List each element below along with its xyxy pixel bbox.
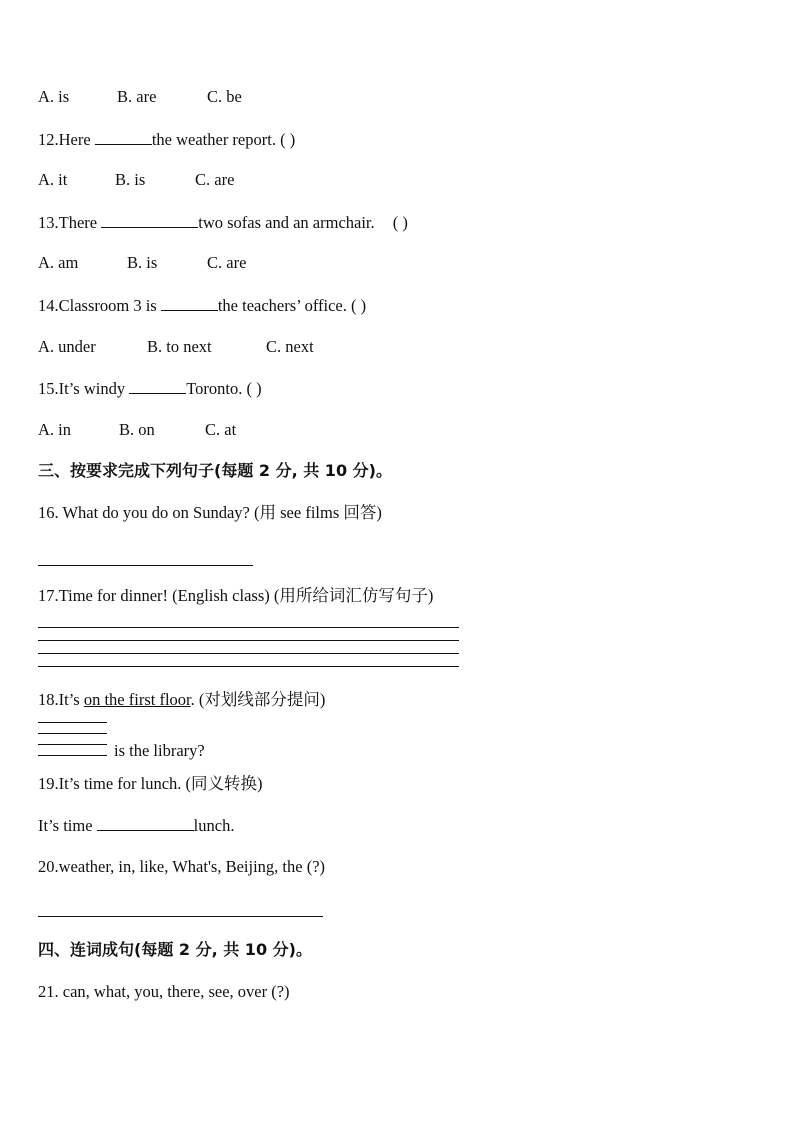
- question-text-before: Classroom 3 is: [58, 296, 157, 315]
- answer-line[interactable]: [38, 916, 323, 917]
- question-15: [38, 377, 262, 400]
- question-text-after: the weather report.: [151, 130, 276, 149]
- question-21: [38, 981, 290, 1003]
- q12-options: [38, 169, 234, 191]
- section-4-heading: 四、连词成句(每题 2 分, 共 10 分)。: [38, 940, 312, 959]
- question-text: What do you do on Sunday? (用 see films 回答): [62, 503, 382, 522]
- q11-option-a[interactable]: A. is: [38, 87, 70, 106]
- answer-blank[interactable]: [95, 128, 152, 145]
- answer-paren[interactable]: ( ): [246, 379, 262, 398]
- question-text-before: There: [58, 213, 98, 232]
- q12-option-a[interactable]: A. it: [38, 170, 68, 189]
- q14-options: [38, 336, 314, 358]
- question-text-after: the teachers’ office.: [217, 296, 347, 315]
- answer-line[interactable]: [38, 565, 253, 566]
- question-20: [38, 856, 325, 878]
- q13-option-a[interactable]: A. am: [38, 253, 79, 272]
- q11-option-b[interactable]: B. are: [117, 87, 157, 106]
- answer-blank[interactable]: [129, 377, 186, 394]
- question-number: 14.: [38, 296, 59, 315]
- question-text: can, what, you, there, see, over (?): [62, 982, 290, 1001]
- question-17: [38, 585, 433, 607]
- question-number: 18.: [38, 690, 59, 709]
- q19-answer: [38, 814, 234, 837]
- answer-blank[interactable]: [97, 814, 194, 831]
- question-number: 20.: [38, 857, 59, 876]
- q12-option-b[interactable]: B. is: [115, 170, 146, 189]
- answer-line[interactable]: [38, 627, 459, 628]
- q15-option-b[interactable]: B. on: [119, 420, 155, 439]
- q14-option-b[interactable]: B. to next: [147, 337, 212, 356]
- question-text: Time for dinner! (English class) (用所给词汇仿写句子): [58, 586, 434, 605]
- q15-option-a[interactable]: A. in: [38, 420, 71, 439]
- question-text-before: It’s: [58, 690, 80, 709]
- q15-options: [38, 419, 236, 441]
- answer-line[interactable]: [38, 653, 459, 654]
- question-19: [38, 773, 263, 795]
- q12-option-c[interactable]: C. are: [195, 170, 235, 189]
- question-text: weather, in, like, What's, Beijing, the (?): [58, 857, 326, 876]
- answer-paren[interactable]: ( ): [392, 213, 408, 232]
- question-16: [38, 502, 382, 524]
- question-number: 15.: [38, 379, 59, 398]
- underlined-phrase: on the first floor: [83, 690, 191, 709]
- question-number: 17.: [38, 586, 59, 605]
- question-number: 12.: [38, 130, 59, 149]
- question-text-after: Toronto.: [186, 379, 243, 398]
- answer-line[interactable]: [38, 666, 459, 667]
- question-14: [38, 294, 366, 317]
- q14-option-c[interactable]: C. next: [266, 337, 314, 356]
- question-number: 21.: [38, 982, 59, 1001]
- answer-line[interactable]: [38, 744, 107, 745]
- answer-line[interactable]: [38, 722, 107, 723]
- question-text-after: . (对划线部分提问): [190, 690, 326, 709]
- q13-options: [38, 252, 246, 274]
- q13-option-c[interactable]: C. are: [207, 253, 247, 272]
- answer-blank[interactable]: [101, 211, 198, 228]
- question-18: [38, 689, 325, 711]
- question-text: It’s time for lunch. (同义转换): [58, 774, 263, 793]
- q11-options: [38, 86, 242, 108]
- q11-option-c[interactable]: C. be: [207, 87, 242, 106]
- question-13: [38, 211, 408, 234]
- answer-blank[interactable]: [161, 294, 218, 311]
- question-text-before: It’s windy: [58, 379, 126, 398]
- answer-paren[interactable]: ( ): [351, 296, 367, 315]
- answer-paren[interactable]: ( ): [280, 130, 296, 149]
- section-3-heading: 三、按要求完成下列句子(每题 2 分, 共 10 分)。: [38, 461, 392, 480]
- question-number: 16.: [38, 503, 59, 522]
- question-text-before: Here: [58, 130, 91, 149]
- q18-answer-tail: is the library?: [114, 741, 205, 760]
- answer-line[interactable]: [38, 640, 459, 641]
- question-12: [38, 128, 295, 151]
- q13-option-b[interactable]: B. is: [127, 253, 158, 272]
- answer-text-before: It’s time: [38, 816, 93, 835]
- answer-line[interactable]: [38, 755, 107, 756]
- answer-line[interactable]: [38, 733, 107, 734]
- q14-option-a[interactable]: A. under: [38, 337, 96, 356]
- question-number: 13.: [38, 213, 59, 232]
- answer-text-after: lunch.: [193, 816, 235, 835]
- question-text-after: two sofas and an armchair.: [198, 213, 375, 232]
- question-number: 19.: [38, 774, 59, 793]
- q15-option-c[interactable]: C. at: [205, 420, 237, 439]
